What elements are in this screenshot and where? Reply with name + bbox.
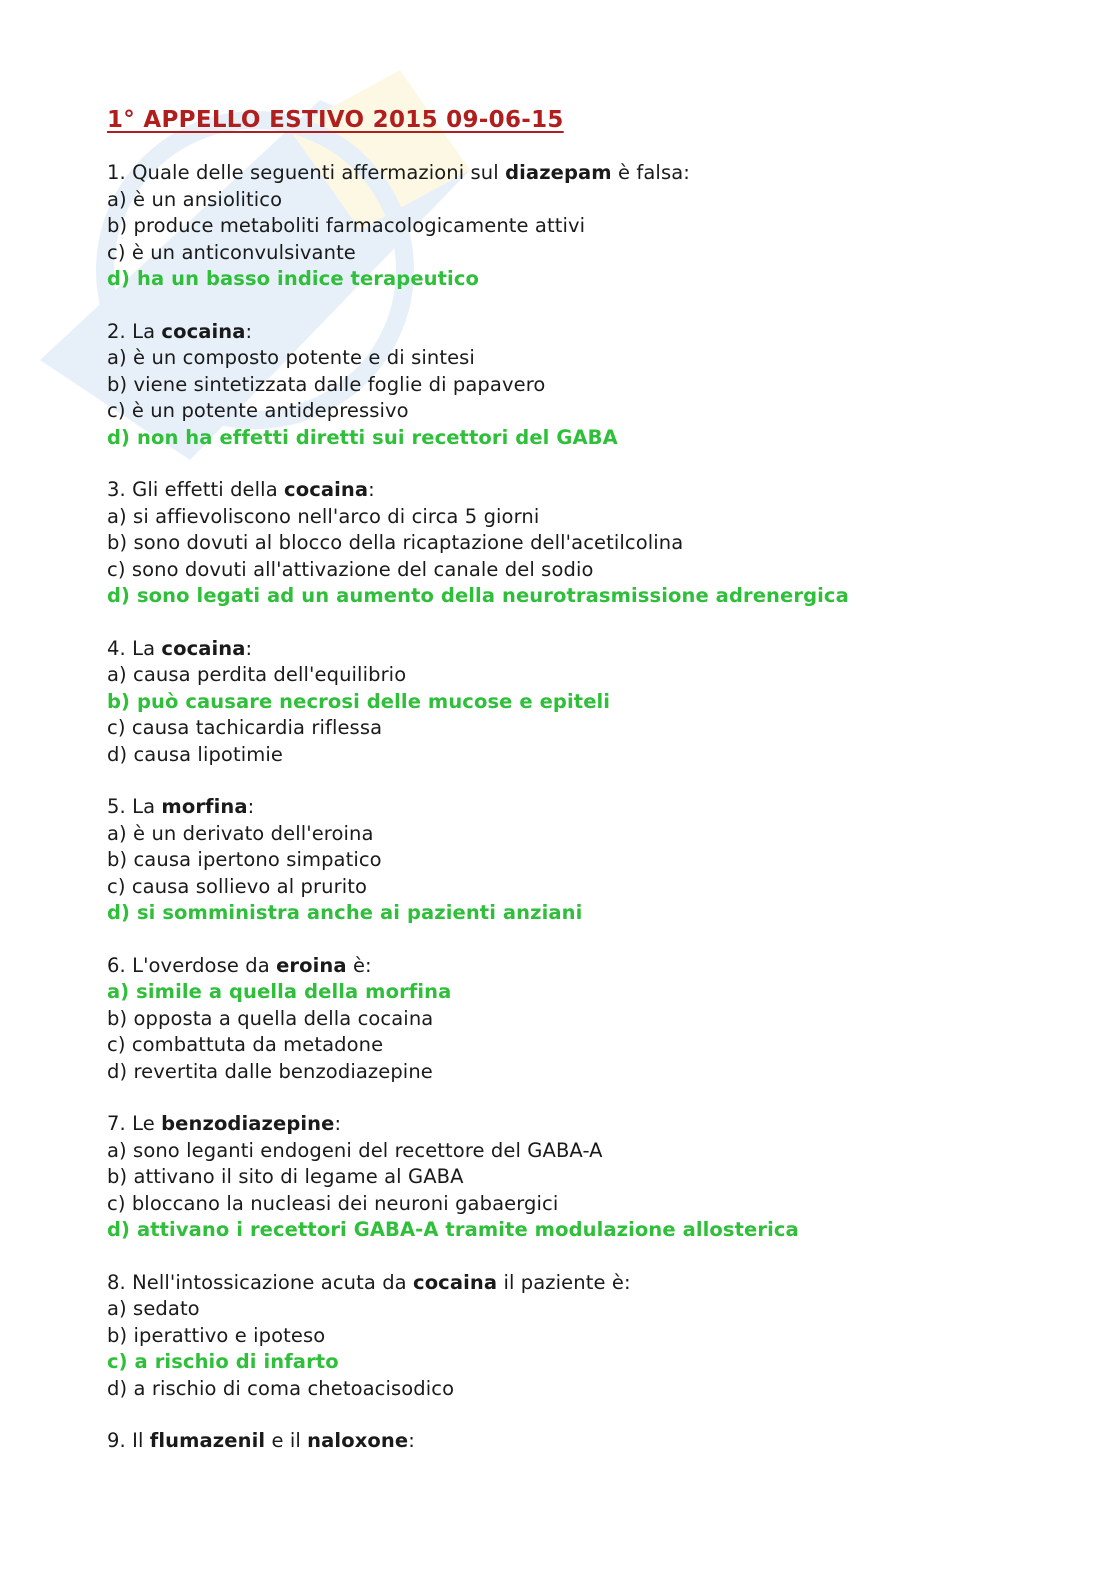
question-suffix: è falsa: — [611, 161, 690, 184]
answer-option: c) bloccano la nucleasi dei neuroni gabaergici — [107, 1191, 559, 1215]
question-4 — [107, 636, 1007, 769]
question-suffix: : — [245, 636, 253, 660]
question-9-suffix: : — [408, 1429, 415, 1452]
answer-option: a) si affievoliscono nell'arco di circa 5 giorni — [107, 504, 540, 528]
question-3 — [107, 477, 1007, 610]
question-suffix: il paziente è: — [497, 1270, 631, 1294]
question-prefix: 8. Nell'intossicazione acuta da — [107, 1270, 414, 1294]
question-7 — [107, 1111, 1007, 1244]
question-4-text — [107, 636, 1007, 663]
answer-option: d) revertita dalle benzodiazepine — [107, 1059, 433, 1083]
question-7-text — [107, 1111, 1007, 1138]
question-9-prefix: 9. Il — [107, 1429, 150, 1452]
question-2 — [107, 319, 1007, 452]
question-8 — [107, 1270, 1007, 1403]
question-prefix: 7. Le — [107, 1112, 162, 1135]
correct-answer: d) si somministra anche ai pazienti anziani — [107, 901, 583, 924]
question-2-text — [107, 319, 1007, 346]
answer-option: d) causa lipotimie — [107, 742, 283, 766]
correct-answer: c) a rischio di infarto — [107, 1350, 339, 1373]
answer-option: a) è un derivato dell'eroina — [107, 821, 374, 845]
question-prefix: 3. Gli effetti della — [107, 478, 285, 501]
question-keyword: morfina — [161, 795, 248, 818]
question-5-text — [107, 794, 1007, 821]
question-suffix: : — [247, 795, 255, 818]
question-1 — [107, 160, 1007, 293]
answer-option: d) a rischio di coma chetoacisodico — [107, 1376, 455, 1400]
question-9 — [107, 1428, 1007, 1455]
question-9-keyword2: naloxone — [307, 1429, 409, 1452]
answer-option: a) sono leganti endogeni del recettore del GABA-A — [107, 1138, 603, 1162]
question-prefix: 6. L'overdose da — [107, 953, 277, 977]
question-prefix: 2. La — [107, 319, 162, 343]
answer-option: a) sedato — [107, 1297, 200, 1320]
document-page — [107, 104, 1007, 1481]
answer-option: a) è un composto potente e di sintesi — [107, 346, 475, 369]
answer-option: c) è un anticonvulsivante — [107, 240, 356, 264]
question-prefix: 5. La — [107, 795, 162, 818]
answer-option: c) causa sollievo al prurito — [107, 874, 368, 898]
question-keyword: cocaina — [284, 478, 369, 501]
answer-option: b) produce metaboliti farmacologicamente attivi — [107, 214, 586, 237]
question-6-text — [107, 953, 1007, 980]
question-prefix: 4. La — [107, 636, 162, 660]
question-suffix: : — [245, 319, 253, 343]
correct-answer: d) sono legati ad un aumento della neurotrasmissione adrenergica — [107, 584, 849, 607]
answer-option: a) è un ansiolitico — [107, 187, 283, 211]
question-9-middle: e il — [265, 1429, 308, 1452]
correct-answer: d) attivano i recettori GABA-A tramite modulazione allosterica — [107, 1218, 799, 1241]
answer-option: c) è un potente antidepressivo — [107, 399, 409, 422]
answer-option: c) combattuta da metadone — [107, 1033, 384, 1056]
correct-answer: d) non ha effetti diretti sui recettori del GABA — [107, 425, 618, 449]
answer-option: b) opposta a quella della cocaina — [107, 1006, 434, 1030]
question-prefix: 1. Quale delle seguenti affermazioni sul — [107, 161, 506, 184]
question-keyword: cocaina — [161, 636, 246, 660]
answer-option: b) causa ipertono simpatico — [107, 848, 382, 871]
question-keyword: eroina — [276, 953, 347, 977]
question-5 — [107, 794, 1007, 927]
answer-option: c) sono dovuti all'attivazione del canale del sodio — [107, 557, 594, 581]
correct-answer: b) può causare necrosi delle mucose e epiteli — [107, 689, 611, 713]
question-keyword: cocaina — [161, 319, 246, 343]
correct-answer: d) ha un basso indice terapeutico — [107, 267, 479, 290]
question-keyword: benzodiazepine — [161, 1112, 335, 1135]
question-suffix: : — [368, 478, 375, 501]
answer-option: c) causa tachicardia riflessa — [107, 716, 383, 739]
answer-option: b) sono dovuti al blocco della ricaptazione dell'acetilcolina — [107, 531, 684, 554]
answer-option: a) causa perdita dell'equilibrio — [107, 663, 407, 686]
question-list — [107, 160, 1007, 1402]
question-8-text — [107, 1270, 1007, 1297]
question-keyword: diazepam — [505, 161, 612, 184]
question-suffix: è: — [346, 953, 372, 977]
answer-option: b) iperattivo e ipoteso — [107, 1323, 326, 1347]
question-9-keyword1: flumazenil — [149, 1429, 266, 1452]
question-suffix: : — [334, 1112, 342, 1135]
question-3-text — [107, 477, 1007, 504]
question-keyword: cocaina — [413, 1270, 498, 1294]
answer-option: b) viene sintetizzata dalle foglie di papavero — [107, 372, 546, 396]
answer-option: b) attivano il sito di legame al GABA — [107, 1165, 464, 1188]
correct-answer: a) simile a quella della morfina — [107, 980, 452, 1003]
question-6 — [107, 953, 1007, 1086]
question-9-text — [107, 1428, 1007, 1455]
exam-title: 1° APPELLO ESTIVO 2015 09-06-15 — [107, 107, 564, 133]
question-1-text — [107, 160, 1007, 187]
